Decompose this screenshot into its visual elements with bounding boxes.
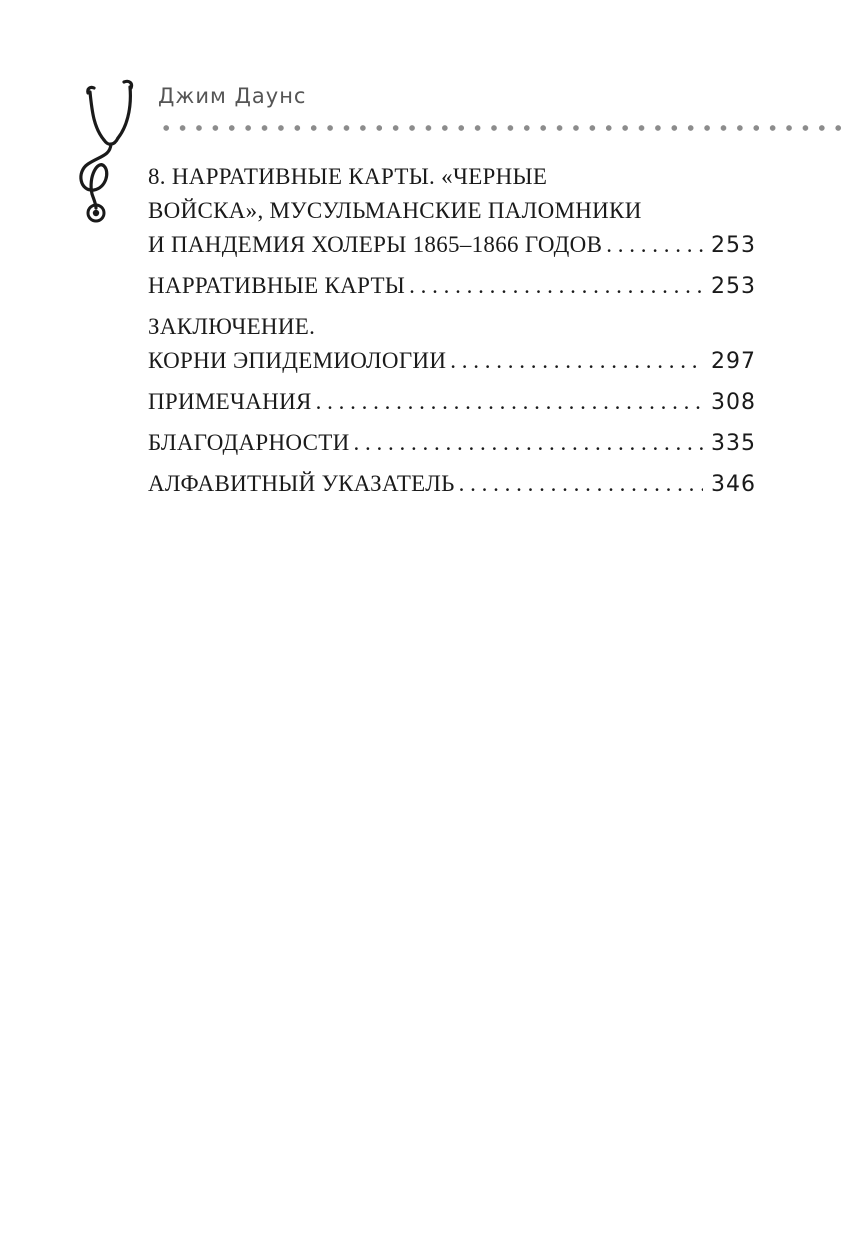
- dot-leader: [459, 467, 703, 501]
- dotted-divider: [158, 123, 844, 133]
- toc-entry-title-line: АЛФАВИТНЫЙ УКАЗАТЕЛЬ: [148, 471, 455, 496]
- toc-entry-narrative-maps[interactable]: [148, 269, 756, 304]
- toc-page-number: 253: [711, 274, 756, 299]
- running-head-author: Джим Даунс: [158, 84, 307, 108]
- toc-page-number: 335: [711, 431, 756, 456]
- toc-entry-title-line: КОРНИ ЭПИДЕМИОЛОГИИ: [148, 348, 447, 373]
- toc-entry-title-line: ВОЙСКА», МУСУЛЬМАНСКИЕ ПАЛОМНИКИ: [148, 198, 642, 223]
- toc-page-number: 308: [711, 390, 756, 415]
- dot-leader: [606, 228, 703, 262]
- toc-page-number: 346: [711, 472, 756, 497]
- toc-entry-notes[interactable]: [148, 385, 756, 420]
- stethoscope-icon: [74, 76, 140, 226]
- toc-entry-title-line: БЛАГОДАРНОСТИ: [148, 430, 350, 455]
- toc-entry-title-line: НАРРАТИВНЫЕ КАРТЫ: [148, 273, 406, 298]
- dot-leader: [409, 269, 703, 303]
- toc-entry-conclusion[interactable]: [148, 310, 756, 379]
- table-of-contents: [148, 160, 756, 508]
- toc-entry-title-line: 8. НАРРАТИВНЫЕ КАРТЫ. «ЧЕРНЫЕ: [148, 164, 548, 189]
- toc-page-number: 253: [711, 233, 756, 258]
- toc-entry-title-line: ЗАКЛЮЧЕНИЕ.: [148, 314, 316, 339]
- toc-entry-title-line: ПРИМЕЧАНИЯ: [148, 389, 312, 414]
- toc-page-number: 297: [711, 349, 756, 374]
- toc-entry-title-line: И ПАНДЕМИЯ ХОЛЕРЫ 1865–1866 ГОДОВ: [148, 232, 603, 257]
- dot-leader: [450, 344, 703, 378]
- dot-leader: [354, 426, 703, 460]
- toc-entry-acknowledgments[interactable]: [148, 426, 756, 461]
- toc-entry-index[interactable]: [148, 467, 756, 502]
- dot-leader: [316, 385, 703, 419]
- toc-entry-chapter-8[interactable]: [148, 160, 756, 263]
